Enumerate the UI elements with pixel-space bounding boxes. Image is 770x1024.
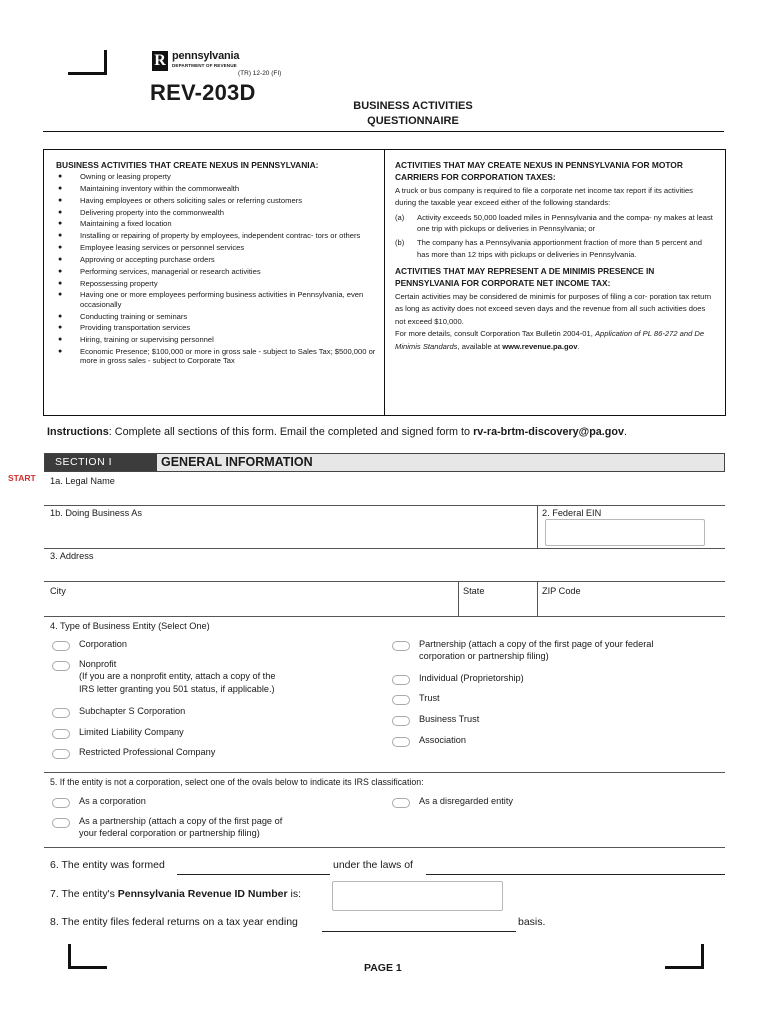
- irs-disregarded-label: As a disregarded entity: [419, 796, 513, 806]
- revenue-website-link[interactable]: www.revenue.pa.gov: [502, 341, 578, 351]
- start-marker: START: [8, 473, 36, 483]
- formed-label: 6. The entity was formed: [50, 859, 165, 871]
- bullet-icon: ●: [58, 232, 63, 240]
- bullet-icon: ●: [58, 336, 63, 344]
- bullet-icon: ●: [58, 255, 63, 263]
- entity-type-underline: [44, 772, 725, 773]
- trust-radio[interactable]: [392, 695, 410, 705]
- restricted-professional-option-label: Restricted Professional Company: [79, 747, 216, 757]
- irs-partnership-label: As a partnership (attach a copy of the first page of your federal corporation or partnership filing): [79, 816, 283, 839]
- form-title: REV-203D: [150, 80, 256, 105]
- pa-revenue-logo-icon: R: [152, 51, 168, 71]
- section-tab: SECTION I: [45, 454, 157, 471]
- individual-option-label: Individual (Proprietorship): [419, 673, 524, 683]
- dba-field[interactable]: [48, 521, 536, 543]
- nexus-activity-item: ● Having employees or others soliciting sales or referring customers: [58, 195, 302, 205]
- instructions: Instructions: Complete all sections of this form. Email the completed and signed form to rv-ra-brtm-discovery@pa.gov.: [47, 426, 627, 438]
- section-header-bar: [44, 453, 725, 472]
- formation-date-field[interactable]: [177, 874, 330, 875]
- partnership-option-label: Partnership (attach a copy of the first page of your federal corporation or partnership filing): [419, 639, 654, 662]
- motor-carrier-text: A truck or bus company is required to file a corporate net income tax report if its activities during the taxable year exceed either of the following standards:: [395, 186, 693, 208]
- nonprofit-option-label: Nonprofit (If you are a nonprofit entity, attach a copy of the IRS letter granting you 501 status, if applicable.): [79, 659, 276, 694]
- state-label: State: [463, 586, 485, 596]
- dba-label: 1b. Doing Business As: [50, 508, 142, 518]
- nonprofit-radio[interactable]: [52, 661, 70, 671]
- corporation-option-label: Corporation: [79, 639, 128, 649]
- nexus-heading: BUSINESS ACTIVITIES THAT CREATE NEXUS IN PENNSYLVANIA:: [56, 160, 319, 170]
- basis-label: basis.: [518, 916, 546, 928]
- nexus-activity-item: ● Providing transportation services: [58, 323, 191, 333]
- subchapter-s-radio[interactable]: [52, 708, 70, 718]
- bullet-icon: ●: [58, 291, 63, 299]
- nexus-info-box: [43, 149, 726, 416]
- bottom-left-crop-mark: [68, 944, 107, 969]
- de-minimis-heading: ACTIVITIES THAT MAY REPRESENT A DE MINIMIS PRESENCE IN PENNSYLVANIA FOR CORPORATE NET INCOME TAX:: [395, 266, 655, 288]
- nexus-activity-item: ● Delivering property into the commonwealth: [58, 207, 224, 217]
- bottom-right-crop-mark: [665, 944, 704, 969]
- bullet-icon: ●: [58, 173, 63, 180]
- address-field[interactable]: [48, 564, 724, 581]
- business-trust-option-label: Business Trust: [419, 714, 480, 724]
- nexus-activity-item: ● Repossessing property: [58, 278, 158, 288]
- logo-subtitle: DEPARTMENT OF REVENUE: [172, 63, 237, 68]
- dba-underline: [44, 548, 725, 549]
- nexus-activity-item: ● Hiring, training or supervising personnel: [58, 335, 214, 345]
- state-field[interactable]: [461, 598, 535, 616]
- partnership-radio[interactable]: [392, 641, 410, 651]
- revenue-id-field[interactable]: [332, 881, 503, 911]
- laws-of-label: under the laws of: [333, 859, 413, 871]
- nexus-activities-column: [56, 159, 378, 368]
- corporation-radio[interactable]: [52, 641, 70, 651]
- llc-option-label: Limited Liability Company: [79, 727, 184, 737]
- nexus-activity-item: ● Performing services, managerial or research activities: [58, 266, 261, 276]
- nexus-activity-item: ● Having one or more employees performing business activities in Pennsylvania, even occasionally: [58, 290, 364, 309]
- bullet-icon: ●: [58, 220, 63, 228]
- business-trust-radio[interactable]: [392, 716, 410, 726]
- laws-of-field[interactable]: [426, 874, 725, 875]
- bullet-icon: ●: [58, 324, 63, 332]
- nexus-activity-item: ● Economic Presence; $100,000 or more in gross sale - subject to Sales Tax; $500,000 or more in gross sales - subject to Corporate Tax: [58, 347, 376, 366]
- motor-carrier-column: [395, 159, 715, 353]
- motor-carrier-heading: ACTIVITIES THAT MAY CREATE NEXUS IN PENNSYLVANIA FOR MOTOR CARRIERS FOR CORPORATION TAXES:: [395, 160, 683, 182]
- top-crop-mark: [68, 50, 107, 75]
- irs-disregarded-radio[interactable]: [392, 798, 410, 808]
- nexus-activity-list: [56, 172, 378, 366]
- nexus-activity-item: ● Employee leasing services or personnel services: [58, 243, 245, 253]
- zip-code-field[interactable]: [540, 598, 724, 616]
- restricted-professional-radio[interactable]: [52, 749, 70, 759]
- irs-classification-underline: [44, 847, 725, 848]
- nexus-activity-item: ● Owning or leasing property: [58, 172, 171, 181]
- standard-a: (a) Activity exceeds 50,000 loaded miles in Pennsylvania and the compa- ny makes at least one trip with pickups or deliveries in Pennsylvania; or: [395, 212, 713, 234]
- federal-ein-field[interactable]: [545, 519, 705, 546]
- standard-b: (b) The company has a Pennsylvania apportionment fraction of more than 5 percent and has more than 12 trips with pickups or deliveries in Pennsylvania.: [395, 238, 702, 259]
- ein-divider: [537, 505, 538, 548]
- tax-year-label: 8. The entity files federal returns on a tax year ending: [50, 916, 298, 928]
- zip-label: ZIP Code: [542, 586, 581, 596]
- nexus-activity-item: ● Conducting training or seminars: [58, 311, 188, 321]
- bullet-icon: ●: [58, 279, 63, 287]
- individual-radio[interactable]: [392, 675, 410, 685]
- logo-name: pennsylvania: [172, 50, 240, 62]
- bulletin-reference: For more details, consult Corporation Tax Bulletin 2004-01, Application of PL 86-272 and De Minimis Standards, available at www.revenue.pa.gov.: [395, 329, 705, 351]
- trust-option-label: Trust: [419, 693, 440, 703]
- irs-partnership-radio[interactable]: [52, 818, 70, 828]
- de-minimis-text: Certain activities may be considered de minimis for purposes of filing a cor- poration tax return as long as activity does not exceed seven days and the revenue from all such activities does not exceed $10,000.: [395, 292, 712, 326]
- header-rule: [43, 131, 724, 132]
- revenue-id-label: 7. The entity's Pennsylvania Revenue ID Number is:: [50, 888, 301, 900]
- bullet-icon: ●: [58, 184, 63, 192]
- questionnaire-title: BUSINESS ACTIVITIES QUESTIONNAIRE: [353, 100, 473, 127]
- bullet-icon: ●: [58, 348, 63, 356]
- bullet-icon: ●: [58, 312, 63, 320]
- legal-name-label: 1a. Legal Name: [50, 476, 115, 486]
- nexus-activity-item: ● Approving or accepting purchase orders: [58, 254, 215, 264]
- legal-name-field[interactable]: [48, 488, 724, 506]
- association-option-label: Association: [419, 735, 466, 745]
- box-divider: [384, 150, 385, 415]
- irs-corporation-radio[interactable]: [52, 798, 70, 808]
- bullet-icon: ●: [58, 267, 63, 275]
- state-divider: [458, 581, 459, 616]
- ein-label: 2. Federal EIN: [542, 508, 602, 518]
- address-label: 3. Address: [50, 551, 94, 561]
- bullet-icon: ●: [58, 208, 63, 216]
- tax-year-field[interactable]: [322, 931, 516, 932]
- entity-type-question: 4. Type of Business Entity (Select One): [50, 621, 210, 631]
- city-label: City: [50, 586, 66, 596]
- section-title: GENERAL INFORMATION: [161, 455, 313, 469]
- page-number: PAGE 1: [364, 962, 402, 974]
- association-radio[interactable]: [392, 737, 410, 747]
- nexus-activity-item: ● Installing or repairing of property by employees, independent contrac- tors or others: [58, 231, 361, 241]
- zip-divider: [537, 581, 538, 616]
- city-field[interactable]: [48, 598, 456, 616]
- bullet-icon: ●: [58, 244, 63, 252]
- subchapter-s-option-label: Subchapter S Corporation: [79, 706, 186, 716]
- submission-email-link[interactable]: rv-ra-brtm-discovery@pa.gov: [473, 426, 624, 438]
- irs-corporation-label: As a corporation: [79, 796, 146, 806]
- irs-classification-question: 5. If the entity is not a corporation, select one of the ovals below to indicate its IRS classification:: [50, 777, 424, 787]
- city-underline: [44, 616, 725, 617]
- legal-name-underline: [44, 505, 725, 506]
- address-underline: [44, 581, 725, 582]
- nexus-activity-item: ● Maintaining inventory within the commonwealth: [58, 183, 240, 193]
- llc-radio[interactable]: [52, 729, 70, 739]
- form-code: (TR) 12-20 (FI): [238, 70, 282, 77]
- bullet-icon: ●: [58, 196, 63, 204]
- nexus-activity-item: ● Maintaining a fixed location: [58, 219, 172, 229]
